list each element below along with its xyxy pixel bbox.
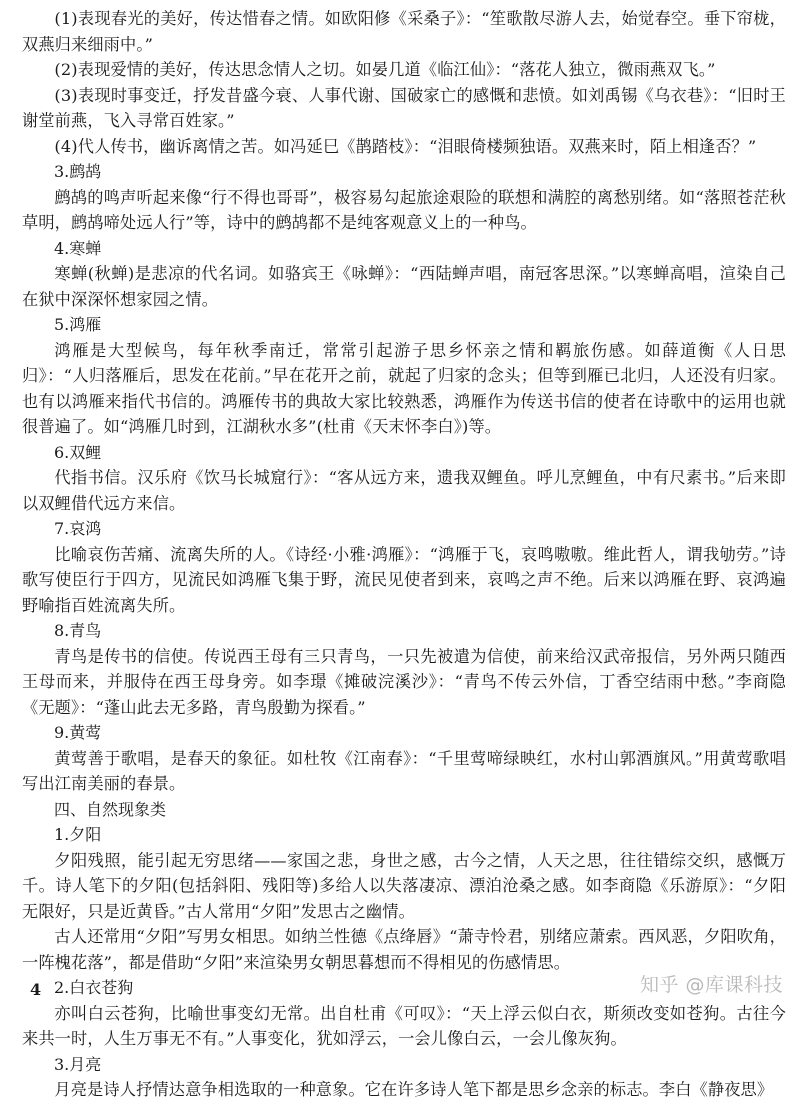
paragraph: 亦叫白云苍狗，比喻世事变幻无常。出自杜甫《可叹》：“天上浮云似白衣，斯须改变如苍狗。古往今来共一时，人生万事无不有。”人事变化，犹如浮云，一会儿像白云，一会儿像灰狗。 xyxy=(22,1003,786,1048)
paragraph: 月亮是诗人抒情达意争相选取的一种意象。它在许多诗人笔下都是思乡念亲的标志。李白《静夜思》 xyxy=(54,1080,774,1099)
section-heading: 6.双鲤 xyxy=(54,442,102,462)
page-body xyxy=(22,6,786,1103)
paragraph: 青鸟是传书的信使。传说西王母有三只青鸟，一只先被遣为信使，前来给汉武帝报信，另外两只随西王母而来，并服侍在西王母身旁。如李璟《摊破浣溪沙》：“青鸟不传云外信，丁香空结雨中愁。”李商隐《无题》：“蓬山此去无多路，青鸟殷勤为探看。” xyxy=(22,646,786,717)
paragraph: 古人还常用“夕阳”写男女相思。如纳兰性德《点绛唇》“萧寺怜君，别绪应萧索。西风恶，夕阳吹角，一阵槐花落”，都是借助“夕阳”来渲染男女朝思暮想而不得相见的伤感情思。 xyxy=(22,927,786,972)
section-heading: 2.白衣苍狗 xyxy=(54,978,134,997)
paragraph: 鹧鸪的鸣声听起来像“行不得也哥哥”，极容易勾起旅途艰险的联想和满腔的离愁别绪。如“落照苍茫秋草明，鹧鸪啼处远人行”等，诗中的鹧鸪都不是纯客观意义上的一种鸟。 xyxy=(22,187,786,232)
section-heading: 1.夕阳 xyxy=(54,825,102,844)
paragraph: (3)表现时事变迁，抒发昔盛今衰、人事代谢、国破家亡的感慨和悲愤。如刘禹锡《乌衣巷》：“旧时王谢堂前燕，飞入寻常百姓家。” xyxy=(22,85,786,130)
paragraph: 黄莺善于歌唱，是春天的象征。如杜牧《江南春》：“千里莺啼绿映红，水村山郭酒旗风。”用黄莺歌唱写出江南美丽的春景。 xyxy=(22,748,786,793)
section-heading: 3.月亮 xyxy=(54,1054,102,1074)
section-heading: 8.青鸟 xyxy=(54,621,102,640)
paragraph: 鸿雁是大型候鸟，每年秋季南迁，常常引起游子思乡怀亲之情和羁旅伤感。如薛道衡《人日思归》：“人归落雁后，思发在花前。”早在花开之前，就起了归家的念头；但等到雁已北归，人还没有归家。也有以鸿雁来指代书信的。鸿雁传书的典故大家比较熟悉，鸿雁作为传送书信的使者在诗歌中的运用也就很普遍了。如“鸿雁几时到，江湖秋水多”(杜甫《天末怀李白》)等。 xyxy=(22,340,786,436)
paragraph: (1)表现春光的美好，传达惜春之情。如欧阳修《采桑子》：“笙歌散尽游人去，始觉春空。垂下帘栊，双燕归来细雨中。” xyxy=(22,9,786,54)
paragraph: 夕阳残照，能引起无穷思绪——家国之悲，身世之感，古今之情，人天之思，往往错综交织，感慨万千。诗人笔下的夕阳(包括斜阳、残阳等)多给人以失落凄凉、漂泊沧桑之感。如李商隐《乐游原》：“夕阳无限好，只是近黄昏。”古人常用“夕阳”发思古之幽情。 xyxy=(22,850,786,921)
section-heading: 5.鸿雁 xyxy=(54,315,102,334)
section-heading: 7.哀鸿 xyxy=(54,519,102,538)
paragraph: (2)表现爱情的美好，传达思念情人之切。如晏几道《临江仙》：“落花人独立，微雨燕双飞。” xyxy=(54,60,716,79)
paragraph: 比喻哀伤苦痛、流离失所的人。《诗经·小雅·鸿雁》：“鸿雁于飞，哀鸣嗷嗷。维此哲人，谓我劬劳。”诗歌写使臣行于四方，见流民如鸿雁飞集于野，流民见使者到来，哀鸣之声不绝。后来以鸿雁在野、哀鸿遍野喻指百姓流离失所。 xyxy=(22,544,786,615)
section-heading: 3.鹧鸪 xyxy=(54,162,102,181)
paragraph: 寒蝉(秋蝉)是悲凉的代名词。如骆宾王《咏蝉》：“西陆蝉声唱，南冠客思深。”以寒蝉高唱，渲染自己在狱中深深怀想家园之情。 xyxy=(22,264,786,309)
section-heading: 4.寒蝉 xyxy=(54,238,102,258)
watermark: 知乎 @库课科技 xyxy=(639,974,783,996)
paragraph: 代指书信。汉乐府《饮马长城窟行》：“客从远方来，遗我双鲤鱼。呼儿烹鲤鱼，中有尺素书。”后来即以双鲤借代远方来信。 xyxy=(22,468,786,513)
section-heading: 9.黄莺 xyxy=(54,723,102,742)
page-number: 4 xyxy=(30,980,42,999)
section-heading: 四、自然现象类 xyxy=(54,799,167,819)
paragraph: (4)代人传书，幽诉离情之苦。如冯延巳《鹊踏枝》：“泪眼倚楼频独语。双燕来时，陌上相逢否？” xyxy=(54,136,757,156)
